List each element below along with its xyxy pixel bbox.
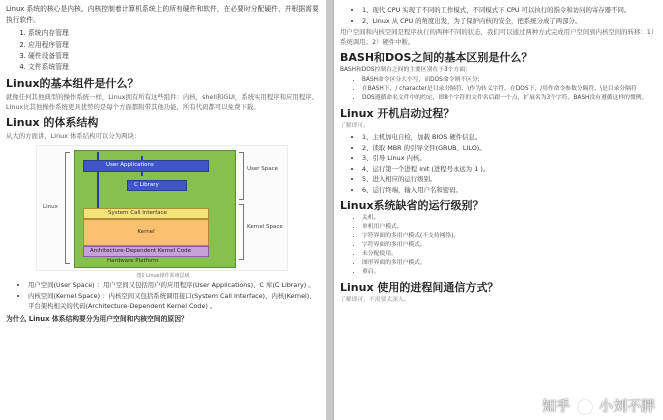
runlevel-item: • 字符界面的多用户模式(不支持网络)。 bbox=[362, 232, 657, 241]
architecture-diagram bbox=[36, 145, 288, 271]
system-call-interface-box: System Call Interface bbox=[83, 208, 209, 219]
boot-hint: 了解即可。 bbox=[340, 123, 369, 129]
hardware-platform-label: Hardware Platform bbox=[107, 258, 159, 265]
kernel-box: Kernel bbox=[83, 219, 209, 246]
heading-runlevel: Linux系统缺省的运行级别？ bbox=[340, 199, 484, 212]
runlevel-item: • 字符界面的多用户模式。 bbox=[362, 241, 657, 250]
boot-step: • 4、运行第一个进程 init (进程号永远为 1 )。 bbox=[362, 164, 657, 175]
bash-bullets bbox=[340, 76, 657, 103]
boot-step: • 3、引导 Linux 内核。 bbox=[362, 153, 657, 164]
watermark-brand: 知乎 bbox=[542, 399, 571, 415]
heading-boot: Linux 开机启动过程？ bbox=[340, 107, 455, 120]
boot-step: • 2、读取 MBR 的引导文件(GRUB、LILO)。 bbox=[362, 143, 657, 154]
bullet-user-space: • 用户空间(User Space) ：用户空间又包括用户的应用程序(User Applications)、C 库(C Library) 。 bbox=[28, 280, 320, 291]
right-page bbox=[334, 0, 663, 420]
kernel-space-label: Kernel Space bbox=[247, 224, 283, 231]
cpu-bullets bbox=[340, 5, 657, 26]
intro-text: Linux 系统的核心是内核。内核控制着计算机系统上的所有硬件和软件，在必要时分配硬件，并根据需要执行软件。 bbox=[6, 5, 319, 25]
heading-components: Linux的基本组件是什么？ bbox=[6, 77, 139, 91]
runlevel-item: • 重启。 bbox=[362, 268, 657, 277]
architecture-text: 从大的方面讲，Linux 体系结构可以分为两块： bbox=[6, 132, 141, 141]
boot-step: • 1、主机加电自检，加载 BIOS 硬件信息。 bbox=[362, 132, 657, 143]
boot-step: • 5、进入相应的运行级别。 bbox=[362, 174, 657, 185]
heading-architecture: Linux 的体系结构 bbox=[6, 116, 99, 130]
watermark-author: 小刘不胖 bbox=[599, 399, 655, 415]
arch-code-box: Architecture-Dependent Kernel Code bbox=[83, 246, 209, 257]
ipc-hint: 了解即可，不需要太深入。 bbox=[340, 297, 410, 303]
duty-item: 2. 应用程序管理 bbox=[28, 40, 320, 51]
duty-item: 1. 系统内存管理 bbox=[28, 28, 320, 39]
user-applications-box: User Applications bbox=[83, 160, 209, 172]
heading-ipc: Linux 使用的进程间通信方式？ bbox=[340, 281, 499, 294]
space-transfer-text: 用户空间和内核空间是程序执行的两种不同的状态，我们可以通过两种方式完成用户空间到内核空间的转移：1）系统调用；2）硬件中断。 bbox=[340, 28, 655, 46]
components-text: 就像任何其他典型的操作系统一样，Linux拥有所有这些组件：内核，shell和GUI，系统实用程序和应用程序。Linux比其他操作系统更具优势的是每个方面都附带其他功能，所有代码都可以免费下载。 bbox=[6, 93, 318, 112]
bullet-item: • 2、Linux 从 CPU 的角度出发，为了保护内核的安全，把系统分成了两部分。 bbox=[362, 16, 657, 27]
runlevel-item: • 单机用户模式。 bbox=[362, 223, 657, 232]
runlevel-item: • 未分配使用。 bbox=[362, 250, 657, 259]
avatar-circle-icon bbox=[578, 400, 592, 414]
bullet-kernel-space: • 内核空间(Kernel Space) ：内核空间又包括系统调用接口(System Call Interface)、内核(Kernel)、平台架构相关的代码(Architecture-Dependent Kernel Code) 。 bbox=[28, 291, 320, 312]
runlevel-item: • 关机。 bbox=[362, 214, 657, 223]
kernel-space-bracket bbox=[239, 204, 244, 260]
zhihu-watermark bbox=[542, 396, 655, 416]
bullet-item: • BASH命令区分大小写，而DOS命令则不区分; bbox=[362, 76, 657, 85]
user-space-bracket bbox=[239, 152, 244, 200]
duty-item: 3. 硬件设备管理 bbox=[28, 51, 320, 62]
kernel-duties-list bbox=[6, 28, 320, 73]
runlevel-list bbox=[340, 214, 657, 277]
boot-step: • 6、运行终端，输入用户名和密码。 bbox=[362, 185, 657, 196]
space-bullets bbox=[6, 280, 320, 312]
bottom-question: 为什么 Linux 体系结构要分为用户空间和内核空间的原因？ bbox=[6, 314, 188, 323]
bullet-item: • 1、现代 CPU 实现了不同的工作模式，不同模式下 CPU 可以执行的指令和访问的寄存器不同。 bbox=[362, 5, 657, 16]
bash-intro: BASH和DOS控制台之间的主要区别在于3个方面： bbox=[340, 67, 471, 73]
bullet-item: • 在BASH下，/ character是目录分隔符，\作为转义字符。在DOS下，/用作命令参数分隔符，\是目录分隔符 bbox=[362, 85, 657, 94]
runlevel-item: • 图形界面的多用户模式。 bbox=[362, 259, 657, 268]
bullet-item: • DOS遵循命名文件中的约定，即8个字符的文件名后跟一个点，扩展名为3个字符。BASH没有遵循这样的惯例。 bbox=[362, 94, 657, 103]
duty-item: 4. 文件系统管理 bbox=[28, 62, 320, 73]
boot-steps bbox=[340, 132, 657, 195]
left-page bbox=[0, 0, 326, 420]
linux-label: Linux bbox=[43, 204, 58, 211]
user-space-label: User Space bbox=[247, 166, 279, 173]
linux-bracket bbox=[65, 152, 70, 264]
diagram-caption: 图1 Linux操作系统层级 bbox=[136, 273, 190, 280]
page-gutter bbox=[326, 0, 334, 420]
c-library-box: C Library bbox=[127, 180, 187, 191]
heading-bash-dos: BASH和DOS之间的基本区别是什么？ bbox=[340, 51, 533, 64]
